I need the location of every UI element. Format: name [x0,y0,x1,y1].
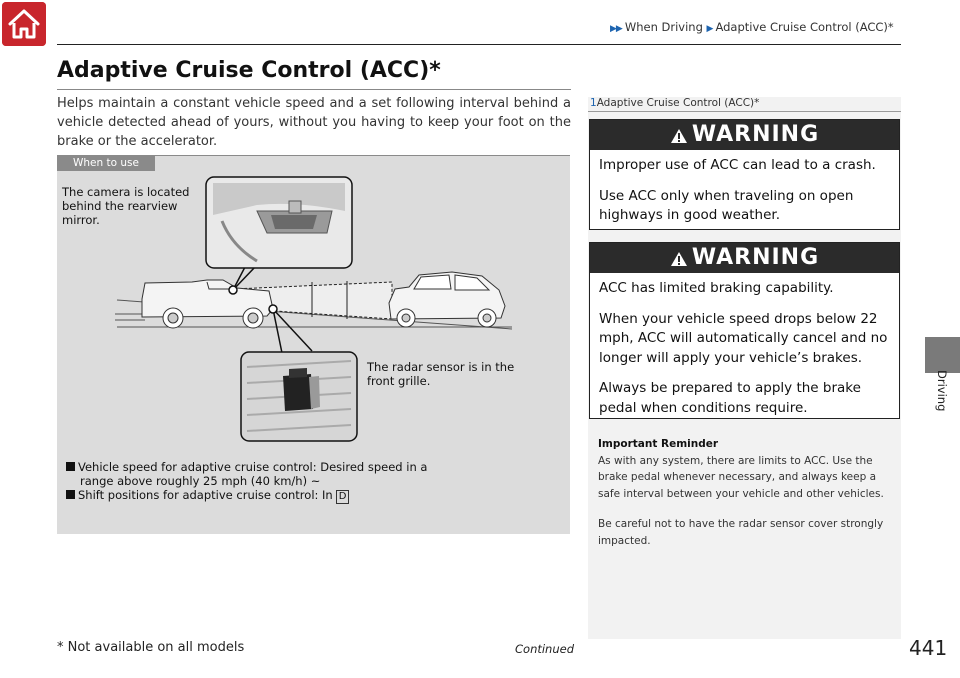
square-bullet-icon [66,462,75,471]
chevron-right-icon: ▶▶ [610,24,622,34]
sidebar-divider [588,111,901,112]
chapter-tab-label [926,368,960,418]
speed-condition-line1: Vehicle speed for adaptive cruise control: Desired speed in a [78,460,428,474]
chapter-tab-text: Driving [935,370,949,412]
gear-d-indicator: D [336,490,350,504]
speed-condition-line2: range above roughly 25 mph (40 km/h) ~ [80,474,321,488]
title-divider [57,89,571,90]
reminder-title: Important Reminder [598,438,719,450]
warning-box-braking [589,242,900,419]
reminder-text: As with any system, there are limits to ACC. Use the brake pedal whenever necessary, and always keep a safe interval between your vehicle and other vehicles. [598,454,884,500]
pickup-truck-image [142,280,273,328]
warning-text: Use ACC only when traveling on open highways in good weather. [599,187,854,223]
warning-label: WARNING [691,245,820,270]
radar-location-marker [269,305,277,313]
home-button[interactable] [2,2,46,46]
reminder-text: Be careful not to have the radar sensor cover strongly impacted. [598,518,884,547]
home-icon [2,2,46,46]
reference-marker: 1 [590,97,597,109]
radar-inset-image [241,352,357,441]
page-number: 441 [909,636,948,660]
warning-triangle-icon [670,251,688,267]
warning-text: ACC has limited braking capability. [599,280,834,296]
camera-location-marker [229,286,237,294]
important-reminder [598,436,894,563]
warning-box-crash [589,119,900,230]
warning-label: WARNING [691,122,820,147]
sidebar-heading [588,97,901,109]
warning-text: When your vehicle speed drops below 22 mph, ACC will automatically cancel and no longer will apply your vehicle’s brakes. [599,310,888,366]
header-divider [57,44,901,45]
breadcrumb-item-acc[interactable]: Adaptive Cruise Control (ACC)* [715,20,894,34]
warning-text: Always be prepared to apply the brake pedal when conditions require. [599,380,861,416]
warning-header [590,243,899,273]
radar-location-label: The radar sensor is in the front grille. [367,360,515,388]
footnote: * Not available on all models [57,640,245,655]
intro-paragraph: Helps maintain a constant vehicle speed and a set following interval behind a vehicle detected ahead of yours, without you having to keep your foot on the brake or the accelerator. [57,96,571,149]
warning-header [590,120,899,150]
chevron-right-icon: ▶ [706,24,713,34]
sidebar-heading-text: Adaptive Cruise Control (ACC)* [596,97,760,109]
warning-text: Improper use of ACC can lead to a crash. [599,157,876,173]
page-title: Adaptive Cruise Control (ACC)* [57,58,441,83]
panel-top-rule [155,155,570,156]
lead-vehicle-image [389,272,505,327]
continued-link[interactable]: Continued [515,642,575,656]
panel-tab-label: When to use [57,155,155,171]
breadcrumb-item-when-driving[interactable]: When Driving [624,20,703,34]
warning-triangle-icon [670,128,688,144]
square-bullet-icon [66,490,75,499]
camera-inset-image [206,177,352,268]
shift-condition-text: Shift positions for adaptive cruise control: In [78,488,333,502]
speed-condition [66,460,427,488]
shift-condition [66,488,349,504]
breadcrumb [610,20,894,34]
camera-location-label: The camera is located behind the rearview mirror. [62,185,190,227]
